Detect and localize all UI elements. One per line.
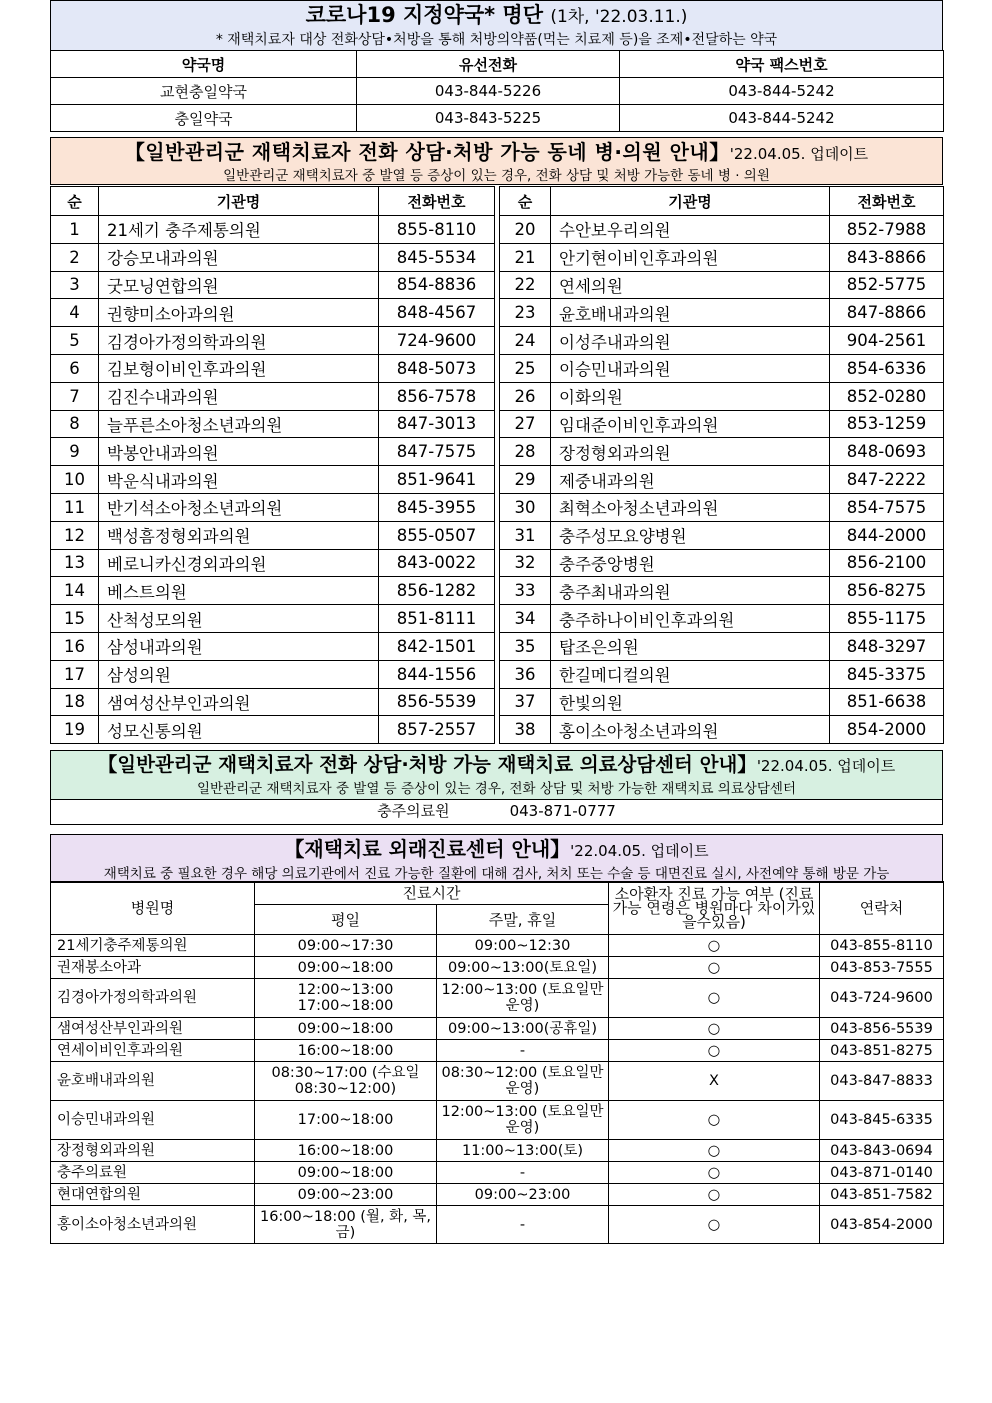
clinic-phone: 854-8836 — [379, 271, 495, 299]
clinic-name: 21세기 충주제통의원 — [99, 216, 379, 244]
table-row — [500, 716, 944, 744]
table-row — [51, 438, 495, 466]
clinic-phone: 855-1175 — [830, 605, 944, 633]
pediatric-available: ○ — [609, 1040, 820, 1062]
clinics-title: 【일반관리군 재택치료자 전화 상담·처방 가능 동네 병·의원 안내】'22.04.05. 업데이트 — [124, 140, 869, 164]
clinic-number: 9 — [51, 438, 99, 466]
clinic-number: 34 — [500, 605, 551, 633]
clinic-phone: 852-0280 — [830, 382, 944, 410]
hospital-phone: 043-871-0140 — [820, 1162, 944, 1184]
hospital-name: 윤호배내과의원 — [51, 1062, 255, 1101]
clinic-number: 33 — [500, 577, 551, 605]
counseling-note: 일반관리군 재택치료자 중 발열 등 증상이 있는 경우, 전화 상담 및 처방 가능한 재택치료 의료상담센터 — [196, 781, 797, 797]
clinic-phone: 842-1501 — [379, 632, 495, 660]
pediatric-available: ○ — [609, 1206, 820, 1244]
clinic-phone: 724-9600 — [379, 327, 495, 355]
table-row — [51, 327, 495, 355]
hospital-phone: 043-854-2000 — [820, 1206, 944, 1244]
table-row — [51, 979, 944, 1018]
table-row — [500, 354, 944, 382]
table-row — [51, 466, 495, 494]
weekday-hours: 09:00~18:00 — [255, 957, 437, 979]
weekday-hours: 09:00~18:00 — [255, 1018, 437, 1040]
clinic-phone: 847-7575 — [379, 438, 495, 466]
clinic-name: 굿모닝연합의원 — [99, 271, 379, 299]
hospital-name: 장정형외과의원 — [51, 1140, 255, 1162]
pharmacy-fax: 043-844-5242 — [620, 105, 944, 132]
table-row — [51, 1040, 944, 1062]
header-cell: 병원명 — [51, 882, 255, 935]
header-cell: 소아환자 진료 가능 여부 (진료 가능 연령은 병원마다 차이가있을수있음) — [609, 882, 820, 935]
weekday-hours: 09:00~17:30 — [255, 935, 437, 957]
clinic-name: 한빛의원 — [551, 688, 830, 716]
clinic-name: 샘여성산부인과의원 — [99, 688, 379, 716]
hospital-name: 홍이소아청소년과의원 — [51, 1206, 255, 1244]
table-row — [500, 271, 944, 299]
clinic-name: 백성흠정형외과의원 — [99, 521, 379, 549]
counseling-center-name: 충주의료원 — [377, 802, 450, 820]
hospital-name: 연세이비인후과의원 — [51, 1040, 255, 1062]
table-row — [500, 493, 944, 521]
clinic-number: 16 — [51, 632, 99, 660]
outpatient-header-row — [51, 882, 944, 905]
table-row — [500, 660, 944, 688]
clinic-number: 27 — [500, 410, 551, 438]
clinic-name: 홍이소아청소년과의원 — [551, 716, 830, 744]
table-row — [500, 299, 944, 327]
clinic-name: 김보형이비인후과의원 — [99, 354, 379, 382]
table-row — [51, 577, 495, 605]
clinic-phone: 904-2561 — [830, 327, 944, 355]
clinic-phone: 845-5534 — [379, 243, 495, 271]
pharmacy-table-wrap — [50, 50, 943, 132]
clinic-number: 25 — [500, 354, 551, 382]
clinic-number: 23 — [500, 299, 551, 327]
hospital-name: 이승민내과의원 — [51, 1101, 255, 1140]
pharmacy-phone: 043-844-5226 — [357, 78, 620, 105]
table-row — [51, 410, 495, 438]
clinic-number: 4 — [51, 299, 99, 327]
clinic-number: 2 — [51, 243, 99, 271]
table-row — [500, 605, 944, 633]
hospital-name: 샘여성산부인과의원 — [51, 1018, 255, 1040]
clinic-phone: 843-8866 — [830, 243, 944, 271]
table-row — [51, 78, 944, 105]
clinic-phone: 854-7575 — [830, 493, 944, 521]
clinic-number: 3 — [51, 271, 99, 299]
table-row — [51, 1162, 944, 1184]
table-row — [51, 716, 495, 744]
clinic-number: 10 — [51, 466, 99, 494]
hospital-phone: 043-851-8275 — [820, 1040, 944, 1062]
clinic-number: 19 — [51, 716, 99, 744]
weekday-hours: 09:00~18:00 — [255, 1162, 437, 1184]
hospital-name: 권재봉소아과 — [51, 957, 255, 979]
clinic-name: 임대준이비인후과의원 — [551, 410, 830, 438]
hospital-phone: 043-856-5539 — [820, 1018, 944, 1040]
clinic-name: 탑조은의원 — [551, 632, 830, 660]
clinic-phone: 856-8275 — [830, 577, 944, 605]
pediatric-available: X — [609, 1062, 820, 1101]
clinics-table-header — [500, 187, 944, 216]
clinic-phone: 856-7578 — [379, 382, 495, 410]
clinic-phone: 856-1282 — [379, 577, 495, 605]
clinic-phone: 847-3013 — [379, 410, 495, 438]
clinic-phone: 853-1259 — [830, 410, 944, 438]
table-row — [51, 632, 495, 660]
header-cell: 연락처 — [820, 882, 944, 935]
header-cell: 약국 팩스번호 — [620, 51, 944, 78]
counseling-title: 【일반관리군 재택치료자 전화 상담·처방 가능 재택치료 의료상담센터 안내】'22.04.05. 업데이트 — [97, 753, 896, 776]
hospital-phone: 043-724-9600 — [820, 979, 944, 1018]
pediatric-available: ○ — [609, 1184, 820, 1206]
header-cell: 기관명 — [551, 187, 830, 216]
clinic-phone: 844-2000 — [830, 521, 944, 549]
table-row — [51, 354, 495, 382]
pharmacy-phone: 043-843-5225 — [357, 105, 620, 132]
clinics-header — [50, 137, 943, 185]
weekday-hours: 09:00~23:00 — [255, 1184, 437, 1206]
hospital-phone: 043-851-7582 — [820, 1184, 944, 1206]
table-row — [51, 1184, 944, 1206]
clinic-number: 31 — [500, 521, 551, 549]
table-row — [51, 1140, 944, 1162]
header-cell: 전화번호 — [830, 187, 944, 216]
table-row — [51, 1062, 944, 1101]
clinic-number: 37 — [500, 688, 551, 716]
clinic-number: 21 — [500, 243, 551, 271]
pharmacy-header — [50, 0, 943, 51]
clinic-number: 20 — [500, 216, 551, 244]
table-row — [51, 660, 495, 688]
clinic-number: 29 — [500, 466, 551, 494]
counseling-center-phone: 043-871-0777 — [509, 802, 616, 820]
clinic-phone: 852-7988 — [830, 216, 944, 244]
weekend-hours: 08:30~12:00 (토요일만 운영) — [437, 1062, 609, 1101]
table-row — [51, 935, 944, 957]
clinic-name: 이승민내과의원 — [551, 354, 830, 382]
weekend-hours: 12:00~13:00 (토요일만 운영) — [437, 1101, 609, 1140]
clinic-phone: 848-5073 — [379, 354, 495, 382]
weekend-hours: 09:00~13:00(토요일) — [437, 957, 609, 979]
clinic-phone: 845-3955 — [379, 493, 495, 521]
clinic-phone: 851-6638 — [830, 688, 944, 716]
clinic-name: 충주중앙병원 — [551, 549, 830, 577]
clinic-name: 충주성모요양병원 — [551, 521, 830, 549]
clinic-phone: 852-5775 — [830, 271, 944, 299]
table-row — [51, 299, 495, 327]
weekday-hours: 12:00~13:00 17:00~18:00 — [255, 979, 437, 1018]
table-row — [51, 1206, 944, 1244]
clinic-phone: 847-2222 — [830, 466, 944, 494]
table-row — [500, 438, 944, 466]
table-row — [500, 632, 944, 660]
outpatient-table — [50, 881, 944, 1244]
clinic-phone: 845-3375 — [830, 660, 944, 688]
clinic-number: 5 — [51, 327, 99, 355]
clinic-number: 8 — [51, 410, 99, 438]
clinics-table-right — [499, 186, 944, 744]
clinic-name: 박봉안내과의원 — [99, 438, 379, 466]
hospital-phone: 043-853-7555 — [820, 957, 944, 979]
table-row — [51, 382, 495, 410]
header-cell: 약국명 — [51, 51, 357, 78]
clinic-name: 베로니카신경외과의원 — [99, 549, 379, 577]
table-row — [51, 216, 495, 244]
outpatient-updated: '22.04.05. 업데이트 — [570, 842, 709, 860]
table-row — [500, 243, 944, 271]
counseling-center-row — [50, 799, 943, 825]
pharmacy-title: 코로나19 지정약국* 명단 (1차, '22.03.11.) — [305, 3, 688, 27]
header-cell: 주말, 휴일 — [437, 905, 609, 935]
clinic-phone: 844-1556 — [379, 660, 495, 688]
pediatric-available: ○ — [609, 1140, 820, 1162]
hospital-phone: 043-847-8833 — [820, 1062, 944, 1101]
clinic-number: 22 — [500, 271, 551, 299]
hospital-phone: 043-845-6335 — [820, 1101, 944, 1140]
clinic-name: 늘푸른소아청소년과의원 — [99, 410, 379, 438]
weekday-hours: 08:30~17:00 (수요일 08:30~12:00) — [255, 1062, 437, 1101]
table-row — [500, 521, 944, 549]
hospital-name: 21세기충주제통의원 — [51, 935, 255, 957]
pharmacy-name: 충일약국 — [51, 105, 357, 132]
counseling-updated: '22.04.05. 업데이트 — [756, 757, 896, 775]
clinic-phone: 855-0507 — [379, 521, 495, 549]
weekend-hours: - — [437, 1162, 609, 1184]
clinic-number: 15 — [51, 605, 99, 633]
hospital-phone: 043-843-0694 — [820, 1140, 944, 1162]
clinic-name: 한길메디컬의원 — [551, 660, 830, 688]
header-cell: 순 — [51, 187, 99, 216]
weekday-hours: 17:00~18:00 — [255, 1101, 437, 1140]
clinic-name: 충주최내과의원 — [551, 577, 830, 605]
clinic-phone: 847-8866 — [830, 299, 944, 327]
outpatient-note: 재택치료 중 필요한 경우 해당 의료기관에서 진료 가능한 질환에 대해 검사, 처치 또는 수술 등 대면진료 실시, 사전예약 통해 방문 가능 — [103, 866, 890, 882]
table-row — [500, 216, 944, 244]
header-cell: 진료시간 — [255, 882, 609, 905]
clinic-number: 14 — [51, 577, 99, 605]
weekend-hours: 09:00~23:00 — [437, 1184, 609, 1206]
pediatric-available: ○ — [609, 935, 820, 957]
table-row — [500, 466, 944, 494]
clinic-phone: 848-4567 — [379, 299, 495, 327]
clinic-number: 13 — [51, 549, 99, 577]
clinic-phone: 843-0022 — [379, 549, 495, 577]
clinics-note: 일반관리군 재택치료자 중 발열 등 증상이 있는 경우, 전화 상담 및 처방 가능한 동네 병 · 의원 — [223, 168, 770, 184]
outpatient-table-wrap — [50, 881, 943, 1244]
clinics-table-right-wrap — [499, 186, 943, 744]
clinic-number: 26 — [500, 382, 551, 410]
clinic-number: 38 — [500, 716, 551, 744]
pharmacy-fax: 043-844-5242 — [620, 78, 944, 105]
clinic-name: 최혁소아청소년과의원 — [551, 493, 830, 521]
clinic-phone: 857-2557 — [379, 716, 495, 744]
weekend-hours: 09:00~12:30 — [437, 935, 609, 957]
table-row — [51, 688, 495, 716]
clinic-name: 연세의원 — [551, 271, 830, 299]
clinic-name: 삼성의원 — [99, 660, 379, 688]
clinic-number: 11 — [51, 493, 99, 521]
clinics-table-header — [51, 187, 495, 216]
table-row — [51, 957, 944, 979]
hospital-name: 충주의료원 — [51, 1162, 255, 1184]
pharmacy-note: * 재택치료자 대상 전화상담•처방을 통해 처방의약품(먹는 치료제 등)을 조제•전달하는 약국 — [215, 32, 778, 48]
header-cell: 순 — [500, 187, 551, 216]
clinic-name: 안기현이비인후과의원 — [551, 243, 830, 271]
clinic-name: 충주하나이비인후과의원 — [551, 605, 830, 633]
clinic-number: 12 — [51, 521, 99, 549]
clinic-name: 권향미소아과의원 — [99, 299, 379, 327]
weekday-hours: 16:00~18:00 — [255, 1140, 437, 1162]
clinic-number: 17 — [51, 660, 99, 688]
table-row — [500, 577, 944, 605]
clinic-number: 6 — [51, 354, 99, 382]
pharmacy-title-sub: (1차, '22.03.11.) — [550, 7, 688, 27]
clinic-phone: 855-8110 — [379, 216, 495, 244]
table-row — [500, 688, 944, 716]
pediatric-available: ○ — [609, 1162, 820, 1184]
clinic-name: 이화의원 — [551, 382, 830, 410]
weekend-hours: - — [437, 1206, 609, 1244]
clinics-table-left — [50, 186, 495, 744]
clinic-phone: 854-2000 — [830, 716, 944, 744]
table-row — [51, 493, 495, 521]
weekday-hours: 16:00~18:00 — [255, 1040, 437, 1062]
clinic-name: 반기석소아청소년과의원 — [99, 493, 379, 521]
clinic-phone: 851-8111 — [379, 605, 495, 633]
table-row — [51, 271, 495, 299]
table-row — [51, 549, 495, 577]
clinic-number: 1 — [51, 216, 99, 244]
pharmacy-name: 교현충일약국 — [51, 78, 357, 105]
pharmacy-table — [50, 50, 944, 132]
hospital-name: 현대연합의원 — [51, 1184, 255, 1206]
outpatient-title: 【재택치료 외래진료센터 안내】'22.04.05. 업데이트 — [284, 837, 709, 861]
table-row — [51, 243, 495, 271]
clinic-phone: 854-6336 — [830, 354, 944, 382]
clinic-number: 24 — [500, 327, 551, 355]
table-row — [51, 605, 495, 633]
table-row — [500, 327, 944, 355]
header-cell: 유선전화 — [357, 51, 620, 78]
header-cell: 기관명 — [99, 187, 379, 216]
pharmacy-table-header — [51, 51, 944, 78]
clinic-phone: 848-0693 — [830, 438, 944, 466]
pediatric-available: ○ — [609, 979, 820, 1018]
table-row — [500, 549, 944, 577]
clinics-updated: '22.04.05. 업데이트 — [729, 145, 869, 163]
clinic-name: 삼성내과의원 — [99, 632, 379, 660]
table-row — [51, 521, 495, 549]
clinic-phone: 851-9641 — [379, 466, 495, 494]
clinic-name: 장정형외과의원 — [551, 438, 830, 466]
table-row — [500, 382, 944, 410]
clinic-phone: 856-5539 — [379, 688, 495, 716]
clinic-number: 32 — [500, 549, 551, 577]
weekend-hours: 12:00~13:00 (토요일만 운영) — [437, 979, 609, 1018]
clinic-name: 산척성모의원 — [99, 605, 379, 633]
clinic-phone: 856-2100 — [830, 549, 944, 577]
counseling-header — [50, 750, 943, 800]
clinic-phone: 848-3297 — [830, 632, 944, 660]
table-row — [51, 1101, 944, 1140]
weekday-hours: 16:00~18:00 (월, 화, 목, 금) — [255, 1206, 437, 1244]
table-row — [51, 105, 944, 132]
clinic-name: 수안보우리의원 — [551, 216, 830, 244]
header-cell: 전화번호 — [379, 187, 495, 216]
clinic-name: 베스트의원 — [99, 577, 379, 605]
outpatient-header — [50, 834, 943, 883]
header-cell: 평일 — [255, 905, 437, 935]
hospital-phone: 043-855-8110 — [820, 935, 944, 957]
clinic-number: 35 — [500, 632, 551, 660]
clinic-name: 박운식내과의원 — [99, 466, 379, 494]
clinic-name: 이성주내과의원 — [551, 327, 830, 355]
weekend-hours: 11:00~13:00(토) — [437, 1140, 609, 1162]
weekend-hours: 09:00~13:00(공휴일) — [437, 1018, 609, 1040]
clinic-number: 30 — [500, 493, 551, 521]
pediatric-available: ○ — [609, 1101, 820, 1140]
weekend-hours: - — [437, 1040, 609, 1062]
hospital-name: 김경아가정의학과의원 — [51, 979, 255, 1018]
clinic-name: 김경아가정의학과의원 — [99, 327, 379, 355]
clinic-name: 김진수내과의원 — [99, 382, 379, 410]
clinic-number: 36 — [500, 660, 551, 688]
clinic-name: 성모신통의원 — [99, 716, 379, 744]
table-row — [51, 1018, 944, 1040]
clinic-number: 7 — [51, 382, 99, 410]
table-row — [500, 410, 944, 438]
clinic-number: 18 — [51, 688, 99, 716]
clinic-name: 강승모내과의원 — [99, 243, 379, 271]
clinic-number: 28 — [500, 438, 551, 466]
clinic-name: 윤호배내과의원 — [551, 299, 830, 327]
clinics-table-left-wrap — [50, 186, 494, 744]
pediatric-available: ○ — [609, 957, 820, 979]
pediatric-available: ○ — [609, 1018, 820, 1040]
clinic-name: 제중내과의원 — [551, 466, 830, 494]
